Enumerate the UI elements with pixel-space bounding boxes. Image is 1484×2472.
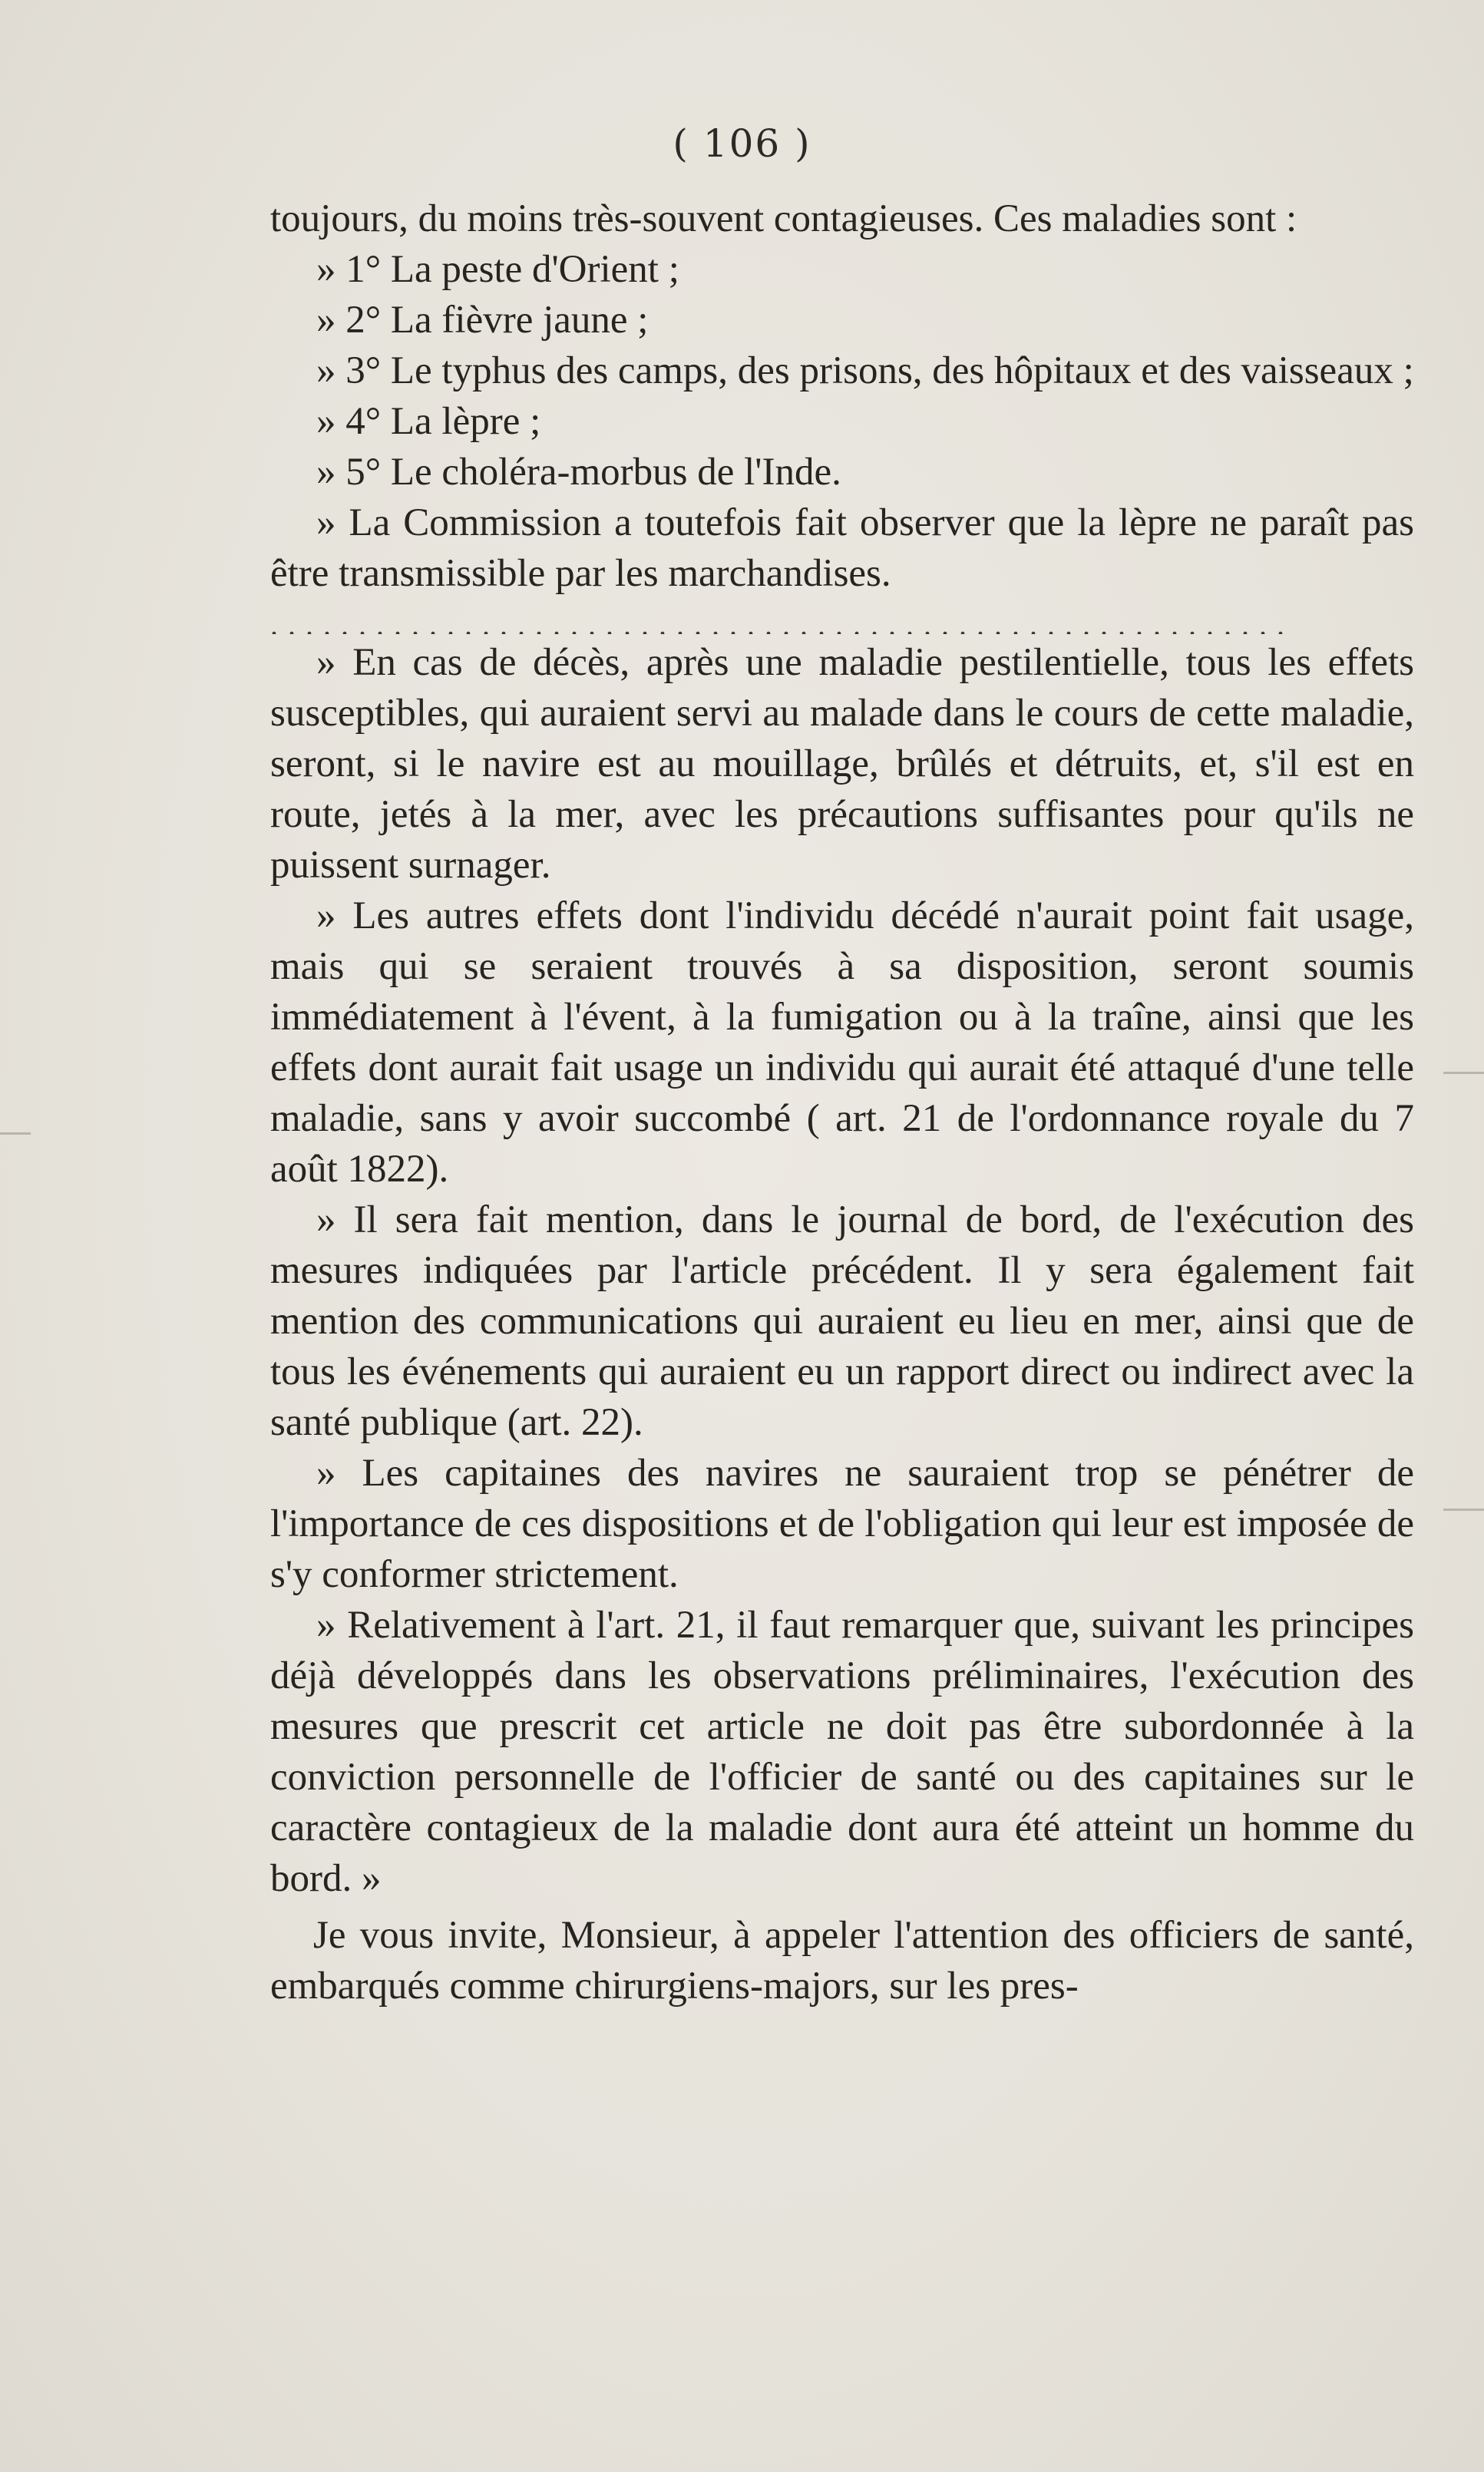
paragraph-capitaines: » Les capitaines des navires ne sauraient trop se pénétrer de l'importance de ces dispositions et de l'obligation qui leur est imposée de s'y conformer strictement. bbox=[270, 1452, 1414, 1596]
omission-dots: .......................................................... bbox=[270, 616, 1294, 634]
paragraph-continuation: toujours, du moins très-souvent contagieuses. Ces maladies sont : bbox=[270, 197, 1297, 240]
page-number: ( 106 ) bbox=[673, 121, 811, 166]
list-item-yellow-fever: » 2° La fièvre jaune ; bbox=[316, 299, 649, 342]
edge-mark-right-1 bbox=[1443, 1072, 1484, 1074]
paragraph-deces: » En cas de décès, après une maladie pestilentielle, tous les effets susceptibles, qui auraient servi au malade dans le cours de cette maladie, seront, si le navire est au mouillage, brûlés et détruits, et, s'il est en route, jetés à la mer, avec les précautions suffisantes pour qu'ils ne puissent surnager. bbox=[270, 641, 1414, 887]
paragraph-autres-effets: » Les autres effets dont l'individu décédé n'aurait point fait usage, mais qui se seraient trouvés à sa disposition, seront soumis immédiatement à l'évent, à la fumigation ou à la traîne, ainsi que les effets dont aurait fait usage un individu qui aurait été attaqué d'une telle maladie, sans y avoir succombé ( art. 21 de l'ordonnance royale du 7 août 1822). bbox=[270, 894, 1414, 1191]
edge-mark-left bbox=[0, 1132, 31, 1135]
list-item-leprosy: » 4° La lèpre ; bbox=[316, 400, 541, 443]
list-item-cholera: » 5° Le choléra-morbus de l'Inde. bbox=[316, 451, 841, 494]
paragraph-article-21: » Relativement à l'art. 21, il faut remarquer que, suivant les principes déjà développés dans les observations préliminaires, l'exécution des mesures que prescrit cet article ne doit pas être subordonnée à la conviction personnelle de l'officier de santé ou des capitaines sur le caractère contagieux de la maladie dont aura été atteint un homme du bord. » bbox=[270, 1604, 1414, 1900]
body-text bbox=[270, 193, 1414, 2011]
paragraph-journal-de-bord: » Il sera fait mention, dans le journal de bord, de l'exécution des mesures indiquées par l'article précédent. Il y sera également fait mention des communications qui auraient eu lieu en mer, ainsi que de tous les événements qui auraient eu un rapport direct ou indirect avec la santé publique (art. 22). bbox=[270, 1198, 1414, 1444]
list-item-typhus: » 3° Le typhus des camps, des prisons, des hôpitaux et des vaisseaux ; bbox=[316, 349, 1414, 392]
paragraph-invitation: Je vous invite, Monsieur, à appeler l'attention des officiers de santé, embarqués comme chirurgiens-majors, sur les pres- bbox=[270, 1914, 1414, 2008]
edge-mark-right-2 bbox=[1443, 1509, 1484, 1511]
paragraph-commission: » La Commission a toutefois fait observer que la lèpre ne paraît pas être transmissible par les marchandises. bbox=[270, 501, 1414, 595]
list-item-plague: » 1° La peste d'Orient ; bbox=[316, 248, 679, 291]
